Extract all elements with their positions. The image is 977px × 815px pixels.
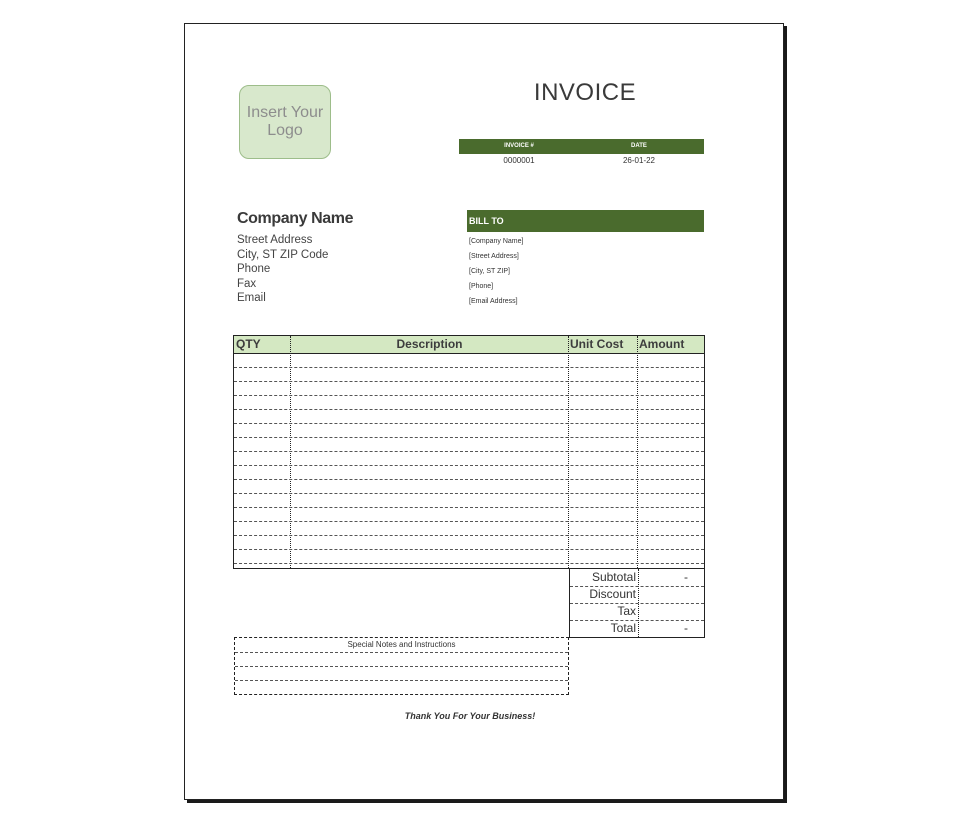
- table-row-line: [234, 521, 704, 522]
- tax-row: [570, 603, 704, 621]
- total-value: -: [684, 621, 688, 635]
- table-row-line: [234, 381, 704, 382]
- special-notes-box[interactable]: [234, 637, 569, 695]
- table-row-line: [234, 367, 704, 368]
- table-row-line: [234, 493, 704, 494]
- invoice-title: INVOICE: [533, 79, 637, 106]
- unit-cost-column-divider: [637, 336, 638, 568]
- table-row-line: [234, 451, 704, 452]
- amount-column-header: Amount: [639, 337, 685, 351]
- subtotal-label: Subtotal: [591, 570, 636, 584]
- company-address-block: [237, 233, 328, 306]
- discount-label: Discount: [589, 587, 636, 601]
- line-items-header: [234, 336, 704, 354]
- thank-you-message: Thank You For Your Business!: [404, 711, 536, 721]
- company-city[interactable]: City, ST ZIP Code: [237, 248, 329, 261]
- company-street[interactable]: Street Address: [237, 234, 313, 246]
- invoice-date-label: DATE: [631, 143, 647, 149]
- table-row-line: [234, 507, 704, 508]
- subtotal-row: [570, 569, 704, 587]
- invoice-meta-values: [459, 155, 704, 167]
- bill-to-company[interactable]: [Company Name]: [469, 238, 524, 245]
- company-email[interactable]: Email: [237, 292, 266, 305]
- table-row-line: [234, 535, 704, 536]
- table-row-line: [234, 549, 704, 550]
- special-notes-title: Special Notes and Instructions: [235, 638, 568, 653]
- bill-to-street[interactable]: [Street Address]: [469, 253, 519, 260]
- total-label: Total: [610, 621, 636, 635]
- invoice-number-value[interactable]: 0000001: [503, 156, 535, 165]
- company-phone[interactable]: Phone: [237, 263, 271, 276]
- table-row-line: [234, 563, 704, 564]
- total-row: [570, 620, 704, 637]
- logo-text-line1: Insert Your: [246, 104, 324, 121]
- table-row-line: [234, 437, 704, 438]
- table-row-line: [234, 465, 704, 466]
- company-fax[interactable]: Fax: [237, 277, 257, 290]
- unit-cost-column-header: Unit Cost: [570, 337, 624, 351]
- bill-to-phone[interactable]: [Phone]: [469, 283, 494, 290]
- line-items-table: [233, 335, 705, 569]
- invoice-meta-header: [459, 139, 704, 154]
- invoice-page: [184, 23, 784, 800]
- table-row-line: [234, 479, 704, 480]
- logo-text-line2: Logo: [267, 122, 303, 139]
- table-row-line: [234, 395, 704, 396]
- discount-row: [570, 586, 704, 604]
- notes-line: [235, 680, 568, 681]
- table-row-line: [234, 409, 704, 410]
- bill-to-block: [469, 234, 523, 309]
- bill-to-header: BILL TO: [467, 210, 704, 232]
- description-column-header: Description: [396, 337, 463, 351]
- table-row-line: [234, 423, 704, 424]
- invoice-date-value[interactable]: 26-01-22: [622, 156, 656, 165]
- subtotal-value: -: [684, 570, 688, 584]
- qty-column-divider: [290, 336, 291, 568]
- notes-line: [235, 666, 568, 667]
- invoice-number-label: INVOICE #: [504, 143, 534, 149]
- bill-to-email[interactable]: [Email Address]: [469, 298, 518, 305]
- description-column-divider: [568, 336, 569, 568]
- bill-to-city[interactable]: [City, ST ZIP]: [469, 268, 510, 275]
- totals-block: [569, 569, 705, 638]
- company-name[interactable]: Company Name: [237, 210, 354, 227]
- logo-placeholder[interactable]: [239, 85, 331, 159]
- qty-column-header: QTY: [236, 337, 261, 351]
- tax-label: Tax: [617, 604, 636, 618]
